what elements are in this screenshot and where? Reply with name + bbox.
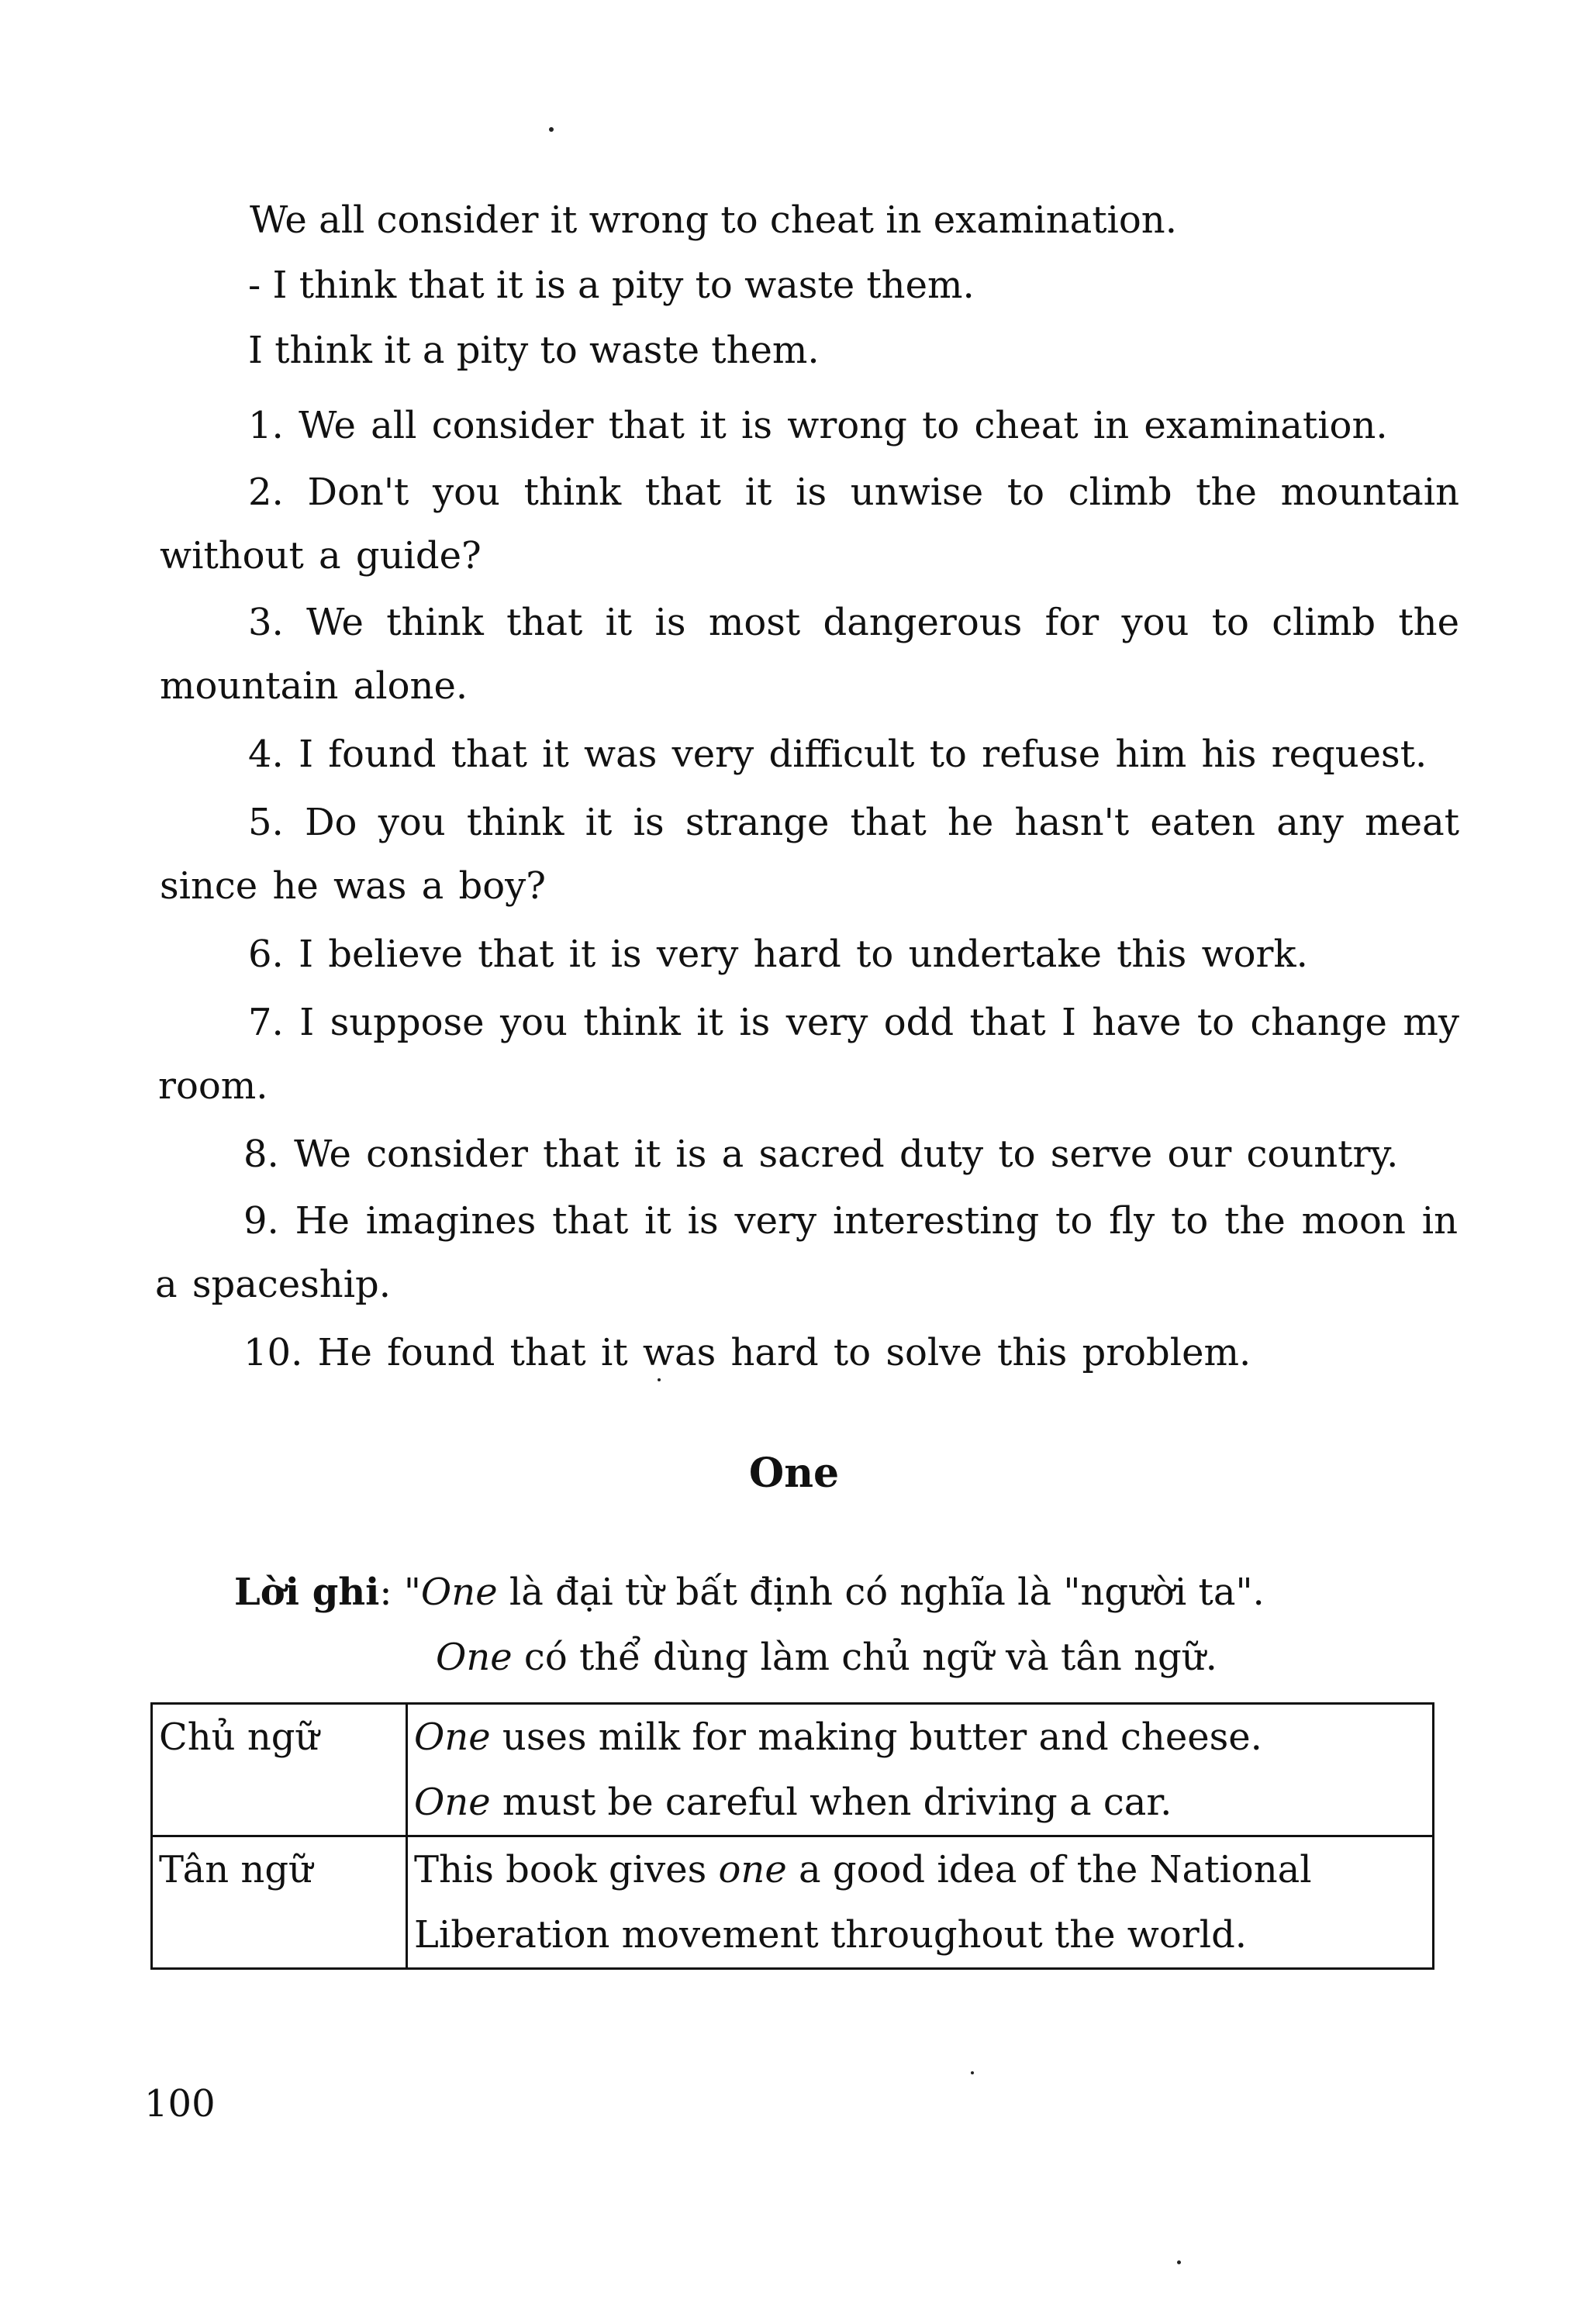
note-text: là đại từ bất định có nghĩa là "người ta". bbox=[497, 1571, 1265, 1614]
row-content bbox=[407, 1704, 1434, 1836]
item-text: I suppose you think it is very odd that I have to change my room. bbox=[158, 1001, 1459, 1108]
exercise-item-10 bbox=[243, 1321, 1469, 1384]
page-number: 100 bbox=[144, 2082, 216, 2126]
exercise-item-3 bbox=[160, 591, 1459, 718]
exercise-item-1 bbox=[248, 394, 1427, 457]
item-text: He found that it was hard to solve this problem. bbox=[317, 1331, 1251, 1374]
keyword: One bbox=[414, 1715, 491, 1759]
example-sentence bbox=[414, 1705, 1426, 1770]
note-line-2 bbox=[436, 1633, 1217, 1682]
note-colon: : " bbox=[379, 1571, 421, 1614]
item-number: 6. bbox=[248, 933, 284, 976]
row-content bbox=[407, 1836, 1434, 1969]
item-text: We consider that it is a sacred duty to serve our country. bbox=[294, 1133, 1399, 1176]
exercise-item-2 bbox=[160, 460, 1459, 588]
keyword: One bbox=[414, 1781, 491, 1824]
row-label: Tân ngữ bbox=[152, 1836, 407, 1969]
exercise-item-8 bbox=[243, 1122, 1469, 1186]
exercise-item-6 bbox=[248, 922, 1473, 986]
note-line-1 bbox=[234, 1567, 1265, 1617]
item-number: 3. bbox=[248, 601, 284, 644]
exercise-item-4 bbox=[248, 722, 1473, 786]
item-number: 10. bbox=[243, 1331, 303, 1374]
item-number: 2. bbox=[248, 471, 284, 514]
item-text: I believe that it is very hard to undertake this work. bbox=[299, 933, 1308, 976]
grammar-table bbox=[150, 1702, 1434, 1970]
item-text: Don't you think that it is unwise to climb the mountain without a guide? bbox=[160, 471, 1459, 578]
example-sentence bbox=[414, 1770, 1426, 1835]
item-text: We all consider that it is wrong to cheat in examination. bbox=[299, 404, 1388, 447]
item-text: I found that it was very difficult to refuse him his request. bbox=[299, 733, 1427, 776]
item-text: Do you think it is strange that he hasn't eaten any meat since he was a boy? bbox=[160, 801, 1459, 908]
section-title: One bbox=[748, 1450, 840, 1497]
note-keyword: One bbox=[436, 1636, 513, 1679]
speck bbox=[971, 2071, 974, 2074]
item-number: 8. bbox=[243, 1133, 279, 1176]
note-text: có thể dùng làm chủ ngữ và tân ngữ. bbox=[512, 1636, 1217, 1679]
note-label: Lời ghi bbox=[234, 1571, 380, 1614]
example-line-3: I think it a pity to waste them. bbox=[248, 329, 820, 372]
table-row bbox=[152, 1704, 1434, 1836]
item-text: He imagines that it is very interesting to fly to the moon in a spaceship. bbox=[155, 1199, 1459, 1306]
exercise-item-7 bbox=[158, 991, 1459, 1118]
item-number: 4. bbox=[248, 733, 284, 776]
keyword: one bbox=[718, 1848, 787, 1891]
exercise-item-9 bbox=[155, 1189, 1458, 1316]
item-number: 1. bbox=[248, 404, 284, 447]
sentence-text: a good idea of the National Liberation movement throughout the world. bbox=[414, 1848, 1312, 1957]
item-text: We think that it is most dangerous for you to climb the mountain alone. bbox=[160, 601, 1460, 708]
speck bbox=[549, 127, 554, 132]
item-number: 5. bbox=[248, 801, 284, 844]
row-label: Chủ ngữ bbox=[152, 1704, 407, 1836]
speck bbox=[658, 1378, 661, 1381]
sentence-text: uses milk for making butter and cheese. bbox=[490, 1715, 1262, 1759]
table-row bbox=[152, 1836, 1434, 1969]
sentence-text: This book gives bbox=[414, 1848, 719, 1891]
exercise-item-5 bbox=[160, 791, 1459, 918]
example-line-2: - I think that it is a pity to waste them. bbox=[248, 264, 975, 307]
sentence-text: must be careful when driving a car. bbox=[490, 1781, 1172, 1824]
note-keyword: One bbox=[420, 1571, 498, 1614]
speck bbox=[1177, 2260, 1181, 2264]
example-line-1: We all consider it wrong to cheat in examination. bbox=[250, 198, 1177, 242]
item-number: 7. bbox=[248, 1001, 284, 1044]
item-number: 9. bbox=[243, 1199, 279, 1243]
